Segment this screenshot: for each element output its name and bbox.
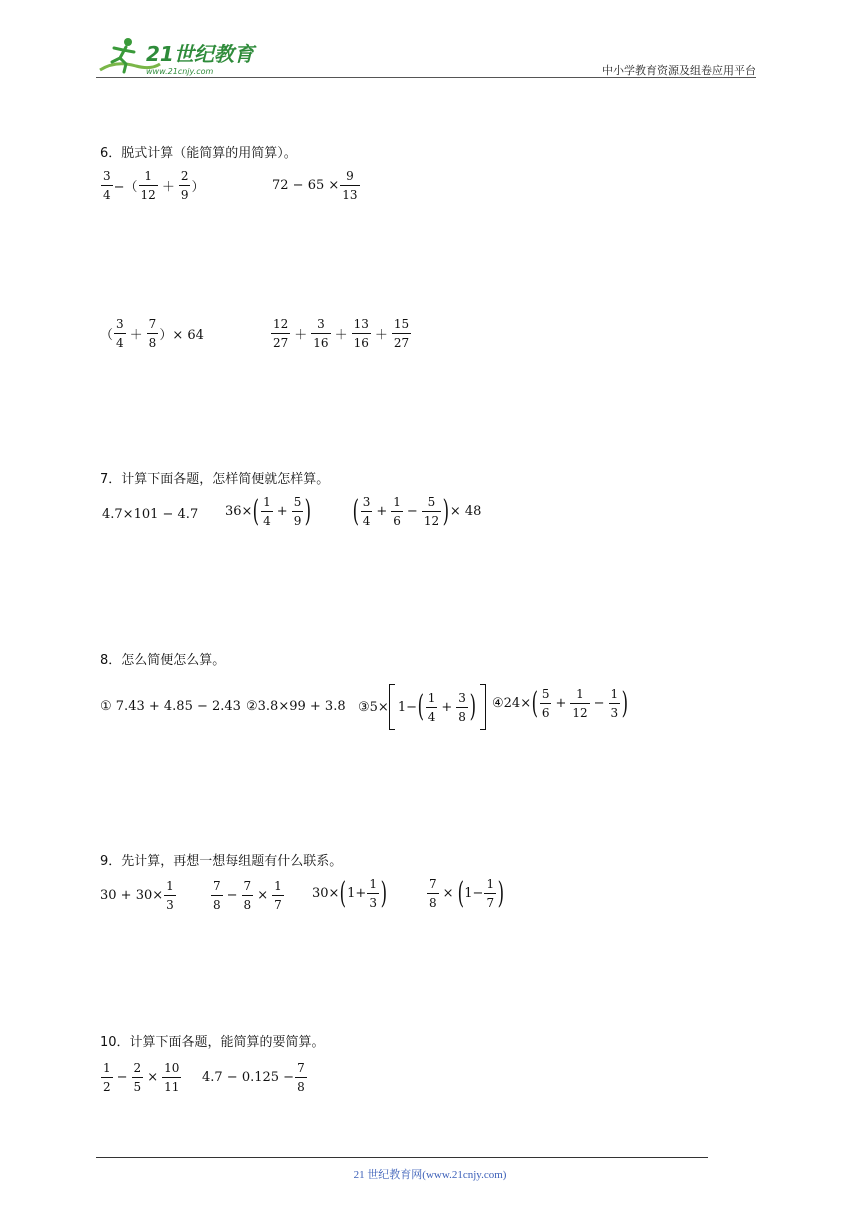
fraction: $\frac{7}{8}$ xyxy=(297,1061,305,1094)
runner-logo-icon xyxy=(96,34,266,78)
question-8-label: 8．怎么简便怎么算。 xyxy=(100,653,226,668)
fraction: $\frac{2}{5}$ xyxy=(133,1061,142,1094)
fraction: $\frac{3}{16}$ xyxy=(313,317,329,350)
fraction: $\frac{7}{8}$ xyxy=(213,879,221,912)
fraction: $\frac{2}{9}$ xyxy=(180,169,189,202)
fraction: $\frac{1}{4}$ xyxy=(427,690,436,724)
header-divider xyxy=(96,77,756,78)
fraction: $\frac{1}{12}$ xyxy=(572,687,588,720)
fraction: $\frac{1}{2}$ xyxy=(103,1061,111,1094)
logo-url: www.21cnjy.com xyxy=(146,67,214,76)
q8-expr-2: ②3.8×99 + 3.8 xyxy=(246,699,346,714)
question-6-label: 6．脱式计算（能简算的用简算）。 xyxy=(100,146,297,161)
q7-expr-1: 4.7×101 − 4.7 xyxy=(102,507,199,522)
fraction: $\frac{12}{27}$ xyxy=(273,317,289,350)
q8-expr-4: ④24× ( $\frac{5}{6}$ + $\frac{1}{12}$ − $\frac{1}{3}$ ) xyxy=(492,685,629,721)
fraction: $\frac{1}{3}$ xyxy=(166,879,174,912)
fraction: $\frac{3}{4}$ xyxy=(116,317,124,350)
q9-expr-2: $\frac{7}{8}$ − $\frac{7}{8}$ × $\frac{1}{7}$ xyxy=(213,879,282,912)
fraction: $\frac{1}{6}$ xyxy=(393,495,401,528)
fraction: $\frac{5}{6}$ xyxy=(541,687,550,720)
fraction: $\frac{13}{16}$ xyxy=(353,317,369,350)
q7-expr-3: ( $\frac{3}{4}$ + $\frac{1}{6}$ − $\frac{5}{12}$ ) × 48 xyxy=(352,493,482,529)
fraction: $\frac{3}{4}$ xyxy=(103,169,111,202)
fraction: $\frac{7}{8}$ xyxy=(243,879,252,912)
fraction: $\frac{9}{13}$ xyxy=(342,169,358,202)
fraction: $\frac{1}{3}$ xyxy=(369,877,377,910)
fraction: $\frac{3}{4}$ xyxy=(362,495,371,528)
q6-expr-1: $\frac{3}{4}$ −（ $\frac{1}{12}$ ＋ $\frac{2}{9}$ ） xyxy=(103,169,205,202)
footer-divider xyxy=(96,1157,708,1158)
q7-expr-2: 36× ( $\frac{1}{4}$ + $\frac{5}{9}$ ) xyxy=(225,493,312,529)
fraction: $\frac{5}{12}$ xyxy=(423,495,440,528)
question-10-label: 10．计算下面各题，能简算的要简算。 xyxy=(100,1035,325,1050)
fraction: $\frac{1}{12}$ xyxy=(140,169,156,202)
fraction: $\frac{1}{3}$ xyxy=(610,687,619,720)
footer-link[interactable]: 21 世纪教育网(www.21cnjy.com) xyxy=(353,1169,507,1181)
q6-expr-2: 72 − 65 × $\frac{9}{13}$ xyxy=(272,169,358,202)
fraction: $\frac{5}{9}$ xyxy=(293,495,302,528)
q8-expr-1: ① 7.43 + 4.85 − 2.43 xyxy=(100,699,241,714)
q9-expr-4: $\frac{7}{8}$ × ( 1− $\frac{1}{7}$ ) xyxy=(429,875,505,911)
q10-expr-1: $\frac{1}{2}$ − $\frac{2}{5}$ × $\frac{10}{11}$ xyxy=(103,1061,180,1094)
q9-expr-3: 30× ( 1+ $\frac{1}{3}$ ) xyxy=(312,875,388,911)
fraction: $\frac{3}{8}$ xyxy=(458,690,466,724)
question-7-label: 7．计算下面各题，怎样简便就怎样算。 xyxy=(100,472,330,487)
q6-expr-4: $\frac{12}{27}$ ＋ $\frac{3}{16}$ ＋ $\frac{13}{16}$ ＋ $\frac{15}{27}$ xyxy=(273,317,410,350)
q8-expr-3: ③5× 1− ( $\frac{1}{4}$ + $\frac{3}{8}$ ) xyxy=(358,684,486,730)
fraction: $\frac{7}{8}$ xyxy=(429,877,437,910)
q9-expr-1: 30 + 30× $\frac{1}{3}$ xyxy=(100,879,174,912)
logo-text: 21世纪教育 xyxy=(146,42,254,66)
fraction: $\frac{10}{11}$ xyxy=(164,1061,180,1094)
fraction: $\frac{1}{7}$ xyxy=(274,879,282,912)
logo xyxy=(96,34,266,78)
question-9-label: 9．先计算，再想一想每组题有什么联系。 xyxy=(100,854,343,869)
fraction: $\frac{1}{7}$ xyxy=(486,877,495,910)
platform-title: 中小学教育资源及组卷应用平台 xyxy=(602,64,756,77)
q10-expr-2: 4.7 − 0.125 − $\frac{7}{8}$ xyxy=(202,1061,305,1094)
q6-expr-3: （ $\frac{3}{4}$ ＋ $\frac{7}{8}$ ）× 64 xyxy=(100,317,204,350)
fraction: $\frac{7}{8}$ xyxy=(148,317,157,350)
fraction: $\frac{1}{4}$ xyxy=(263,495,271,528)
fraction: $\frac{15}{27}$ xyxy=(393,317,410,350)
